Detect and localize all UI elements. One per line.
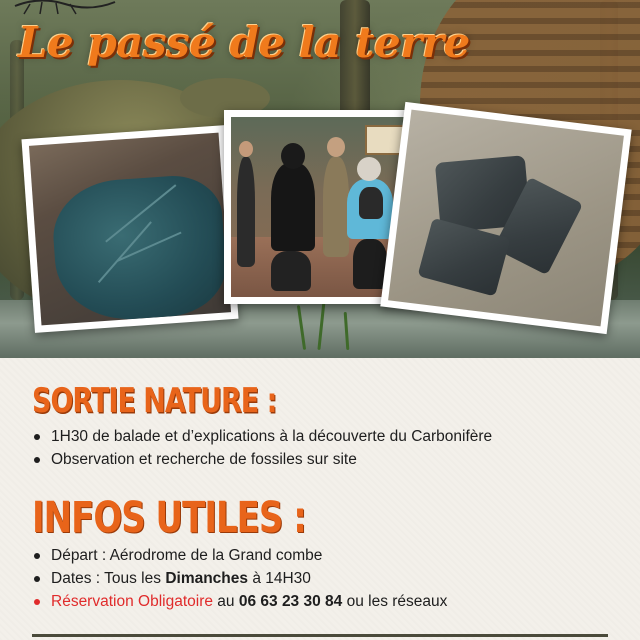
person [271, 163, 315, 251]
person-hood [357, 157, 381, 181]
slate-rock [418, 218, 511, 297]
nature-list [32, 425, 492, 471]
person-legs [353, 239, 387, 289]
guide [323, 157, 349, 257]
insect-icon [10, 0, 120, 16]
phone-number[interactable]: 06 63 23 30 84 [238, 593, 343, 610]
page-title: Le passé de la terre [18, 18, 470, 67]
list-item-dates: Dates : Tous les Dimanches à 14H30 [32, 567, 447, 590]
bullet-icon [34, 434, 40, 440]
bullet-icon [34, 599, 40, 605]
person-head [281, 143, 305, 169]
section-title-nature: SORTIE NATURE : [32, 382, 277, 421]
bullet-icon [34, 576, 40, 582]
info-section [0, 358, 640, 640]
guide-head [327, 137, 345, 157]
list-item-depart: Départ : Aérodrome de la Grand combe [32, 544, 447, 567]
list-item-reservation: Réservation Obligatoire au 06 63 23 30 84 ou les réseaux [32, 590, 447, 613]
infos-list [32, 544, 447, 613]
person-legs [271, 251, 311, 291]
fossil-photo [21, 125, 238, 333]
bullet-icon [34, 553, 40, 559]
section-title-infos: INFOS UTILES : [32, 493, 306, 543]
fossil-rock [50, 173, 229, 325]
list-item: Observation et recherche de fossiles sur site [32, 448, 492, 471]
person [237, 157, 255, 267]
slate-photo [380, 102, 631, 334]
backpack [359, 187, 383, 219]
reservation-label: Réservation Obligatoire [51, 593, 213, 610]
list-item: 1H30 de balade et d’explications à la découverte du Carbonifère [32, 425, 492, 448]
divider [32, 634, 608, 637]
bullet-icon [34, 457, 40, 463]
dates-day: Dimanches [165, 570, 249, 587]
person-head [239, 141, 253, 157]
